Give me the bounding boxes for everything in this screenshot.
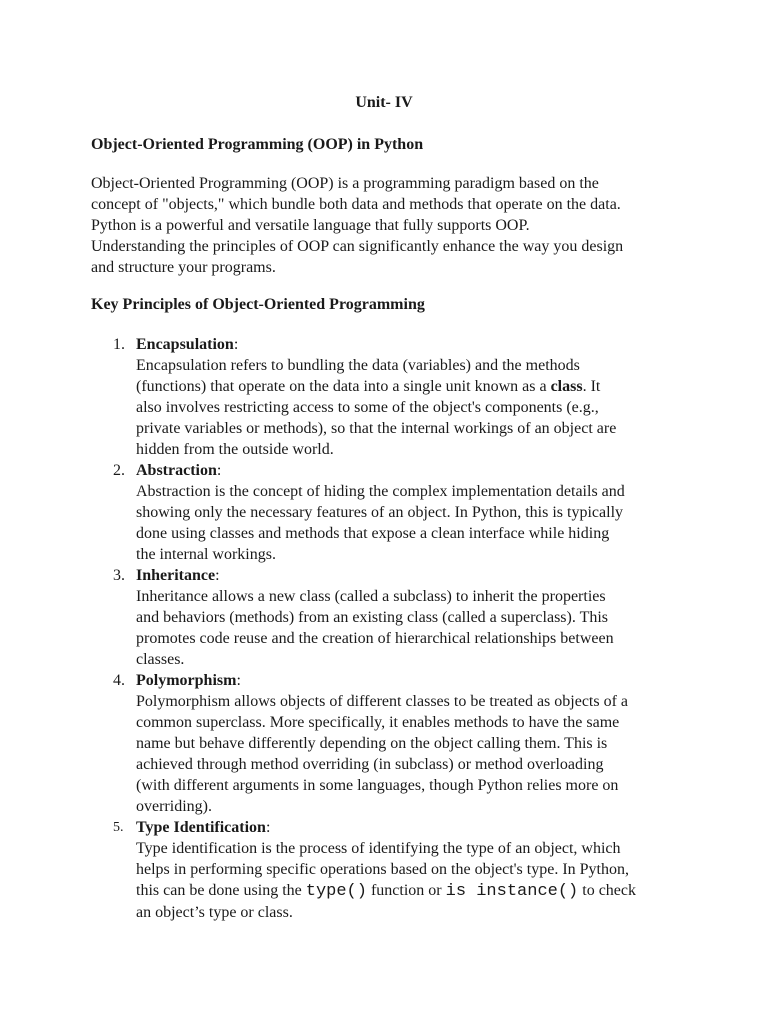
description-line: Type identification is the process of identifying the type of an object, which (136, 840, 621, 857)
term-polymorphism: Polymorphism (136, 672, 237, 689)
description-line: Polymorphism allows objects of different classes to be treated as objects of a (136, 693, 629, 710)
intro-line: Understanding the principles of OOP can significantly enhance the way you design (91, 238, 624, 255)
list-item-polymorphism (91, 670, 691, 817)
term-abstraction: Abstraction (136, 462, 217, 479)
description-line: private variables or methods), so that the internal workings of an object are (136, 420, 617, 437)
description-line: Abstraction is the concept of hiding the complex implementation details and (136, 483, 625, 500)
description-line: promotes code reuse and the creation of hierarchical relationships between (136, 630, 614, 647)
term-inheritance: Inheritance (136, 567, 216, 584)
term-encapsulation: Encapsulation (136, 336, 234, 353)
description-line: (with different arguments in some languages, though Python relies more on (136, 777, 619, 794)
list-item-inheritance (91, 565, 691, 670)
term-type-identification: Type Identification (136, 819, 266, 836)
term-colon: : (265, 819, 271, 836)
description-line: Encapsulation refers to bundling the data (variables) and the methods (136, 357, 580, 374)
code-type-function: type() (305, 882, 367, 901)
description-line: showing only the necessary features of an object. In Python, this is typically (136, 504, 624, 521)
description-line: also involves restricting access to some of the object's components (e.g., (136, 399, 599, 416)
term-colon: : (216, 462, 222, 479)
description-text: this can be done using the (136, 882, 306, 899)
section-heading: Object-Oriented Programming (OOP) in Python (91, 136, 424, 153)
intro-paragraph (91, 173, 691, 278)
description-line: an object’s type or class. (136, 904, 293, 921)
list-number: 2. (113, 462, 125, 479)
unit-title: Unit- IV (355, 94, 413, 111)
intro-line: Object-Oriented Programming (OOP) is a programming paradigm based on the (91, 175, 599, 192)
description-line: name but behave differently depending on the object calling them. This is (136, 735, 608, 752)
description-text: function or (366, 882, 446, 899)
description-line: hidden from the outside world. (136, 441, 334, 458)
description-line: achieved through method overriding (in subclass) or method overloading (136, 756, 604, 773)
description-line (136, 376, 691, 397)
code-isinstance-function: is instance() (445, 882, 579, 901)
description-text: . It (582, 378, 601, 395)
term-colon: : (215, 567, 220, 584)
description-text: to check (578, 882, 636, 899)
list-item-type-identification (91, 817, 691, 923)
bold-term-class: class (550, 378, 583, 395)
description-line: the internal workings. (136, 546, 276, 563)
list-number: 3. (113, 567, 125, 584)
term-colon: : (233, 336, 239, 353)
list-item-encapsulation (91, 334, 691, 460)
term-line (136, 460, 691, 481)
principles-heading: Key Principles of Object-Oriented Programming (91, 296, 425, 313)
list-item-abstraction (91, 460, 691, 565)
description-text: (functions) that operate on the data into a single unit known as a (136, 378, 551, 395)
term-line (136, 670, 691, 691)
intro-line: concept of "objects," which bundle both data and methods that operate on the data. (91, 196, 621, 213)
description-line (136, 880, 691, 902)
term-colon: : (236, 672, 241, 689)
description-line: Inheritance allows a new class (called a subclass) to inherit the properties (136, 588, 606, 605)
term-line (136, 817, 691, 838)
description-line: done using classes and methods that expose a clean interface while hiding (136, 525, 610, 542)
list-number: 5. (113, 820, 124, 835)
description-line: classes. (136, 651, 185, 668)
principles-list (91, 334, 691, 923)
description-line: and behaviors (methods) from an existing class (called a superclass). This (136, 609, 609, 626)
intro-line: and structure your programs. (91, 259, 276, 276)
intro-line: Python is a powerful and versatile language that fully supports OOP. (91, 217, 530, 234)
list-number: 1. (113, 336, 125, 353)
description-line: helps in performing specific operations based on the object's type. In Python, (136, 861, 629, 878)
description-line: common superclass. More specifically, it enables methods to have the same (136, 714, 620, 731)
term-line (136, 334, 691, 355)
list-number: 4. (113, 672, 125, 689)
description-line: overriding). (136, 798, 212, 815)
term-line (136, 565, 691, 586)
